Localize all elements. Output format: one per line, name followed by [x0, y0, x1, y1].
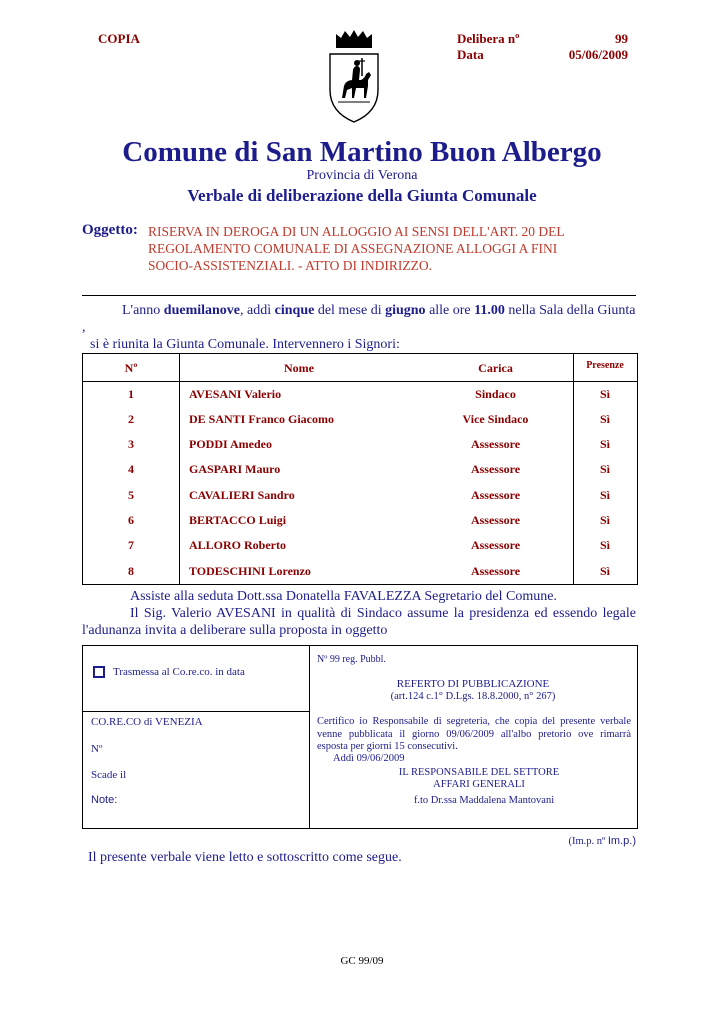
date-label: Data: [457, 47, 484, 62]
publication-box: [82, 645, 638, 829]
closing-statement: Il presente verbale viene letto e sottoscritto come segue.: [88, 850, 402, 865]
member-presence: Sì: [599, 437, 610, 451]
row-number: 8: [128, 564, 134, 578]
table-row: [83, 513, 637, 538]
column-header-number: Nº: [124, 361, 138, 375]
coreco-checkbox[interactable]: [93, 666, 105, 678]
member-name: PODDI Amedeo: [189, 437, 272, 451]
member-role: Sindaco: [475, 387, 516, 401]
member-name: ALLORO Roberto: [189, 538, 286, 552]
intro-text: L'anno: [122, 303, 164, 318]
province-subtitle: Provincia di Verona: [306, 168, 418, 183]
secretary-paragraph: [82, 588, 636, 605]
subject-line: REGOLAMENTO COMUNALE DI ASSEGNAZIONE ALLOGGI A FINI: [148, 241, 558, 256]
member-presence: Sì: [599, 387, 610, 401]
table-row: [83, 564, 637, 589]
member-role: Assessore: [470, 513, 521, 527]
row-number: 2: [128, 412, 134, 426]
member-name: GASPARI Mauro: [189, 462, 281, 476]
attendance-table: [82, 353, 638, 585]
expiry-label: Scade il: [91, 769, 127, 781]
certification-text: Certifico io Responsabile di segreteria, che copia del presente verbale venne pubblicata il giorno 09/06/2009 all'albo pretorio ove rimarrà esposta per giorni 15 consecutivi.: [317, 716, 631, 752]
table-row: [83, 462, 637, 487]
row-number: 6: [128, 513, 134, 527]
presidency-paragraph: [82, 605, 636, 639]
copy-label: COPIA: [98, 31, 140, 46]
impegno-text: (Im.p. nº: [568, 836, 608, 847]
coat-of-arms-icon: [326, 28, 382, 124]
certification-date: Addì 09/06/2009: [333, 753, 405, 764]
column-header-role: Carica: [478, 361, 513, 375]
subject-line: SOCIO-ASSISTENZIALI. - ATTO DI INDIRIZZO.: [148, 258, 432, 273]
publication-register-number: Nº 99 reg. Pubbl.: [317, 654, 386, 665]
row-number: 3: [128, 437, 134, 451]
delibera-label: Delibera nº: [457, 31, 520, 46]
intro-text: del mese di: [314, 303, 386, 318]
subject-text: [148, 223, 588, 274]
member-role: Assessore: [470, 564, 521, 578]
document-heading: Verbale di deliberazione della Giunta Comunale: [187, 186, 537, 205]
member-presence: Sì: [599, 513, 610, 527]
table-divider: [83, 381, 637, 382]
row-number: 1: [128, 387, 134, 401]
intro-day: cinque: [274, 303, 315, 318]
intro-month: giugno: [385, 303, 426, 318]
member-name: DE SANTI Franco Giacomo: [189, 412, 334, 426]
intro-text: alle ore: [425, 303, 475, 318]
table-row: [83, 488, 637, 513]
impegno-value: Im.p.): [607, 835, 636, 847]
page-title: Comune di San Martino Buon Albergo: [122, 136, 602, 168]
member-presence: Sì: [599, 462, 610, 476]
member-name: AVESANI Valerio: [189, 387, 282, 401]
box-divider: [83, 711, 309, 712]
intro-year: duemilanove: [163, 303, 241, 318]
table-row: [83, 437, 637, 462]
publication-report-title: REFERTO DI PUBBLICAZIONE: [396, 678, 550, 690]
intro-paragraph: [82, 302, 637, 353]
presidency-text: Il Sig. Valerio AVESANI in qualità di Sindaco assume la presidenza ed essendo legale l'adunanza invita a deliberare sulla proposta in oggetto: [82, 606, 636, 638]
table-row: [83, 538, 637, 563]
signatory-name: f.to Dr.ssa Maddalena Mantovani: [413, 795, 555, 806]
row-number: 4: [128, 462, 134, 476]
delibera-number: 99: [615, 31, 628, 46]
column-header-attendance: Presenze: [586, 360, 624, 371]
coreco-venezia-label: CO.RE.CO di VENEZIA: [91, 716, 203, 728]
intro-hour: 11.00: [474, 303, 505, 318]
impegno-note: [520, 835, 636, 847]
member-role: Assessore: [470, 437, 521, 451]
signatory-department: AFFARI GENERALI: [433, 779, 525, 790]
intro-text: si è riunita la Giunta Comunale. Intervennero i Signori:: [90, 337, 400, 352]
coreco-number-label: Nº: [91, 743, 103, 755]
intro-text: , addì: [240, 303, 275, 318]
divider: [82, 295, 636, 296]
page-footer: GC 99/09: [340, 955, 384, 967]
member-role: Assessore: [470, 488, 521, 502]
member-presence: Sì: [599, 538, 610, 552]
member-name: TODESCHINI Lorenzo: [189, 564, 311, 578]
subject-line: RISERVA IN DEROGA DI UN ALLOGGIO AI SENSI DELL'ART. 20 DEL: [148, 224, 565, 239]
member-role: Vice Sindaco: [462, 412, 529, 426]
member-name: BERTACCO Luigi: [189, 513, 287, 527]
row-number: 7: [128, 538, 134, 552]
row-number: 5: [128, 488, 134, 502]
date-value: 05/06/2009: [568, 47, 628, 62]
notes-label: Note:: [91, 794, 118, 806]
law-reference: (art.124 c.1° D.Lgs. 18.8.2000, n° 267): [390, 691, 556, 702]
column-header-name: Nome: [284, 361, 314, 375]
member-presence: Sì: [599, 412, 610, 426]
signatory-title: IL RESPONSABILE DEL SETTORE: [398, 767, 560, 778]
subject-label: Oggetto:: [82, 222, 138, 238]
member-role: Assessore: [470, 462, 521, 476]
member-presence: Sì: [599, 488, 610, 502]
member-role: Assessore: [470, 538, 521, 552]
table-row: [83, 412, 637, 437]
coreco-transmitted-label: Trasmessa al Co.re.co. in data: [113, 666, 245, 678]
intro-text: nella Sala della Giunta ,: [82, 303, 636, 335]
table-row: [83, 387, 637, 412]
secretary-text: Assiste alla seduta Dott.ssa Donatella FAVALEZZA Segretario del Comune.: [130, 589, 557, 604]
member-presence: Sì: [599, 564, 610, 578]
member-name: CAVALIERI Sandro: [189, 488, 295, 502]
